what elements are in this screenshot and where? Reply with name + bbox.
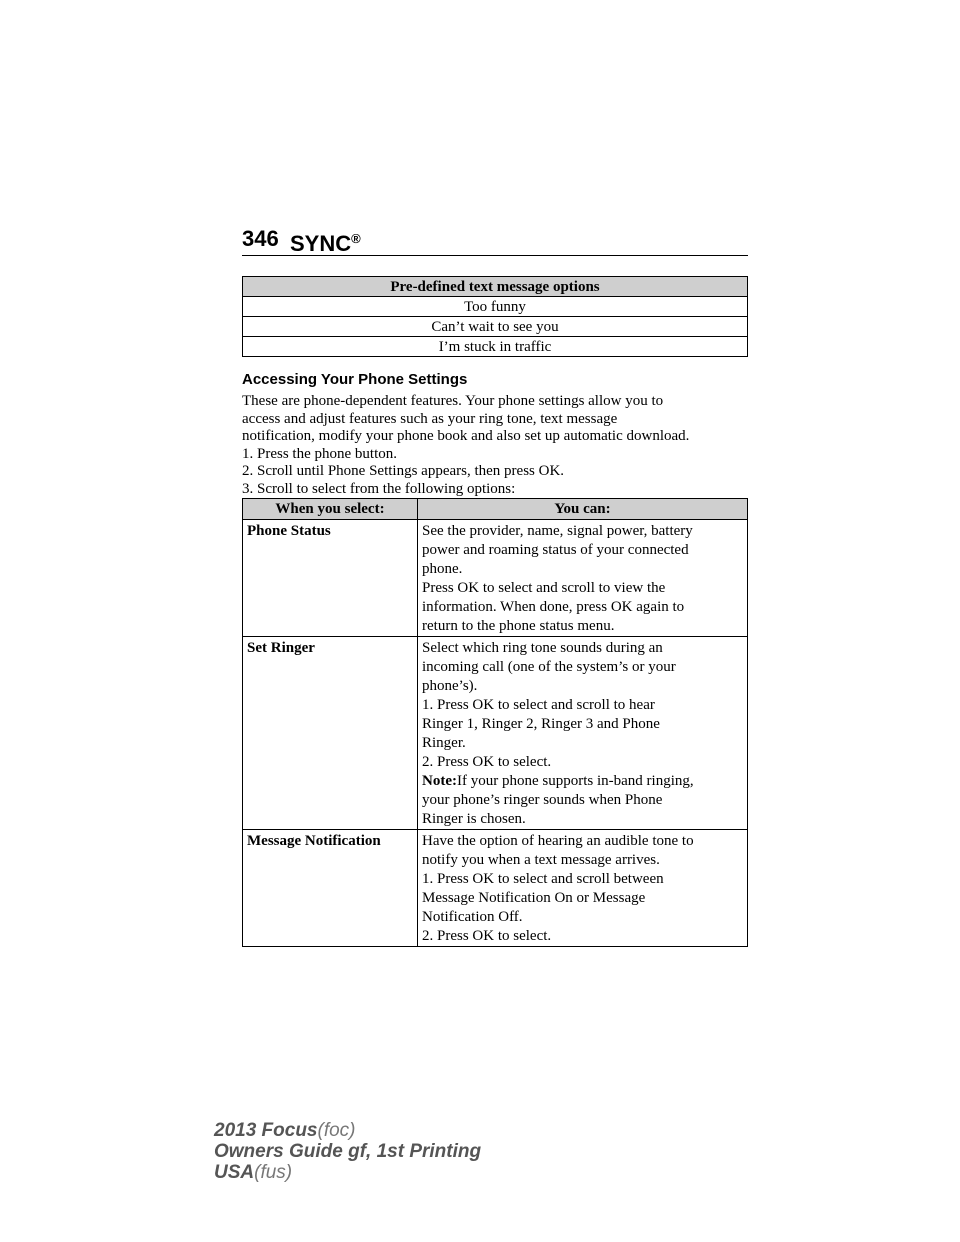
description-line: 1. Press OK to select and scroll between	[422, 871, 664, 887]
description-line: Press OK to select and scroll to view the	[422, 580, 666, 596]
description-line: phone.	[422, 561, 463, 577]
description-line: See the provider, name, signal power, battery	[422, 523, 693, 539]
table-row	[243, 830, 748, 947]
row-description	[418, 830, 748, 947]
description-line: Notification Off.	[422, 909, 523, 925]
col-header-select: When you select:	[243, 499, 418, 520]
row-label: Message Notification	[243, 830, 418, 947]
step-1: 1. Press the phone button.	[242, 445, 397, 462]
row-description	[418, 637, 748, 830]
table-row: Can’t wait to see you	[243, 317, 748, 337]
description-line: phone’s).	[422, 678, 478, 694]
note-text: Ringer is chosen.	[422, 811, 526, 827]
table-row	[243, 637, 748, 830]
note-text: If your phone supports in-band ringing,	[456, 773, 694, 789]
description-line: Have the option of hearing an audible tone to	[422, 833, 694, 849]
description-line: return to the phone status menu.	[422, 618, 615, 634]
print-footer	[214, 1120, 481, 1183]
table-row: Too funny	[243, 297, 748, 317]
registered-mark: ®	[351, 231, 361, 246]
footer-code: (fus)	[254, 1162, 293, 1183]
section-title-text: SYNC	[290, 231, 352, 256]
table-row	[243, 520, 748, 637]
section-heading: Accessing Your Phone Settings	[242, 371, 468, 388]
footer-line	[214, 1141, 481, 1162]
section-title	[290, 225, 361, 258]
description-line: 2. Press OK to select.	[422, 928, 552, 944]
paragraph-line: These are phone-dependent features. Your phone settings allow you to	[242, 393, 664, 409]
footer-code: (foc)	[317, 1120, 356, 1141]
footer-line	[214, 1162, 481, 1183]
description-line: notify you when a text message arrives.	[422, 852, 660, 868]
footer-model: 2013 Focus	[214, 1120, 318, 1141]
description-line: Message Notification On or Message	[422, 890, 646, 906]
paragraph-line: access and adjust features such as your ring tone, text message	[242, 410, 618, 427]
intro-paragraph	[242, 393, 752, 498]
description-line: Ringer.	[422, 735, 466, 751]
phone-settings-table	[242, 498, 748, 947]
description-line: 1. Press OK to select and scroll to hear	[422, 697, 655, 713]
footer-printing: Owners Guide gf, 1st Printing	[214, 1141, 482, 1162]
text-message-options-table	[242, 276, 748, 357]
footer-market: USA	[214, 1162, 255, 1183]
note-line	[422, 772, 747, 791]
note-text: your phone’s ringer sounds when Phone	[422, 792, 663, 808]
col-header-can: You can:	[418, 499, 748, 520]
row-label: Phone Status	[243, 520, 418, 637]
row-description	[418, 520, 748, 637]
page-header	[242, 225, 748, 256]
row-label: Set Ringer	[243, 637, 418, 830]
note-label: Note:	[422, 773, 457, 789]
page-number: 346	[242, 226, 279, 251]
description-line: 2. Press OK to select.	[422, 754, 552, 770]
paragraph-line: notification, modify your phone book and also set up automatic download.	[242, 428, 690, 444]
description-line: information. When done, press OK again to	[422, 599, 685, 615]
description-line: power and roaming status of your connected	[422, 542, 689, 558]
table-header: Pre-defined text message options	[243, 277, 748, 297]
step-2: 2. Scroll until Phone Settings appears, then press OK.	[242, 463, 565, 479]
table-row: I’m stuck in traffic	[243, 337, 748, 357]
footer-line	[214, 1120, 481, 1141]
description-line: incoming call (one of the system’s or your	[422, 659, 676, 675]
step-3: 3. Scroll to select from the following options:	[242, 480, 516, 497]
description-line: Ringer 1, Ringer 2, Ringer 3 and Phone	[422, 716, 660, 732]
description-line: Select which ring tone sounds during an	[422, 640, 663, 656]
